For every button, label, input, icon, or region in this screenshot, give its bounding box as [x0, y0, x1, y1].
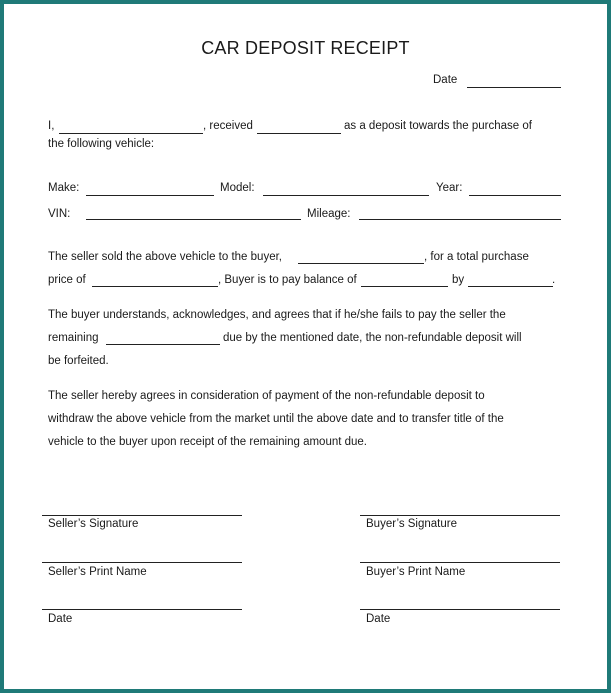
seller-date-line[interactable]: [42, 609, 242, 610]
buyer-print-name-line[interactable]: [360, 562, 560, 563]
buyer-date-label: Date: [366, 613, 391, 625]
p1-line2-by: by: [452, 274, 465, 286]
balance-date-field[interactable]: [468, 286, 553, 287]
p2-line1: The buyer understands, acknowledges, and agrees that if he/she fails to pay the seller the: [48, 309, 506, 321]
mileage-label: Mileage:: [307, 208, 351, 220]
seller-print-name-label: Seller’s Print Name: [48, 566, 147, 578]
total-price-field[interactable]: [92, 286, 218, 287]
intro-line2: the following vehicle:: [48, 138, 155, 150]
make-label: Make:: [48, 182, 80, 194]
date-field[interactable]: [467, 87, 561, 88]
make-field[interactable]: [86, 195, 214, 196]
p2-line2-rest: due by the mentioned date, the non-refundable deposit will: [223, 332, 522, 344]
model-field[interactable]: [263, 195, 429, 196]
receipt-page: [4, 4, 607, 689]
p1-line1-end: , for a total purchase: [424, 251, 529, 263]
intro-deposit-text: as a deposit towards the purchase of: [344, 120, 532, 132]
document-title: CAR DEPOSIT RECEIPT: [201, 38, 410, 58]
date-label: Date: [433, 74, 458, 86]
seller-signature-line[interactable]: [42, 515, 242, 516]
year-label: Year:: [436, 182, 463, 194]
seller-signature-label: Seller’s Signature: [48, 518, 139, 530]
vin-label: VIN:: [48, 208, 71, 220]
buyer-signature-label: Buyer’s Signature: [366, 518, 457, 530]
seller-print-name-line[interactable]: [42, 562, 242, 563]
buyer-signature-line[interactable]: [360, 515, 560, 516]
vin-field[interactable]: [86, 219, 301, 220]
p3-line3: vehicle to the buyer upon receipt of the remaining amount due.: [48, 436, 368, 448]
p2-line3: be forfeited.: [48, 355, 109, 367]
buyer-print-name-label: Buyer’s Print Name: [366, 566, 466, 578]
p1-line1-text: The seller sold the above vehicle to the buyer,: [48, 251, 282, 263]
buyer-name-field[interactable]: [298, 263, 424, 264]
name-field[interactable]: [59, 133, 203, 134]
p3-line2: withdraw the above vehicle from the market until the above date and to transfer title of the: [48, 413, 504, 425]
buyer-date-line[interactable]: [360, 609, 560, 610]
p1-line2-mid: , Buyer is to pay balance of: [218, 274, 357, 286]
remaining-amount-field[interactable]: [106, 344, 220, 345]
p1-line2-end: .: [552, 274, 556, 286]
intro-prefix: I,: [48, 120, 55, 132]
deposit-amount-field[interactable]: [257, 133, 341, 134]
p1-line2-prefix: price of: [48, 274, 86, 286]
mileage-field[interactable]: [359, 219, 561, 220]
model-label: Model:: [220, 182, 255, 194]
balance-field[interactable]: [361, 286, 448, 287]
p2-line2-prefix: remaining: [48, 332, 99, 344]
year-field[interactable]: [469, 195, 561, 196]
seller-date-label: Date: [48, 613, 73, 625]
intro-received: , received: [203, 120, 253, 132]
p3-line1: The seller hereby agrees in consideration of payment of the non-refundable deposit to: [48, 390, 485, 402]
